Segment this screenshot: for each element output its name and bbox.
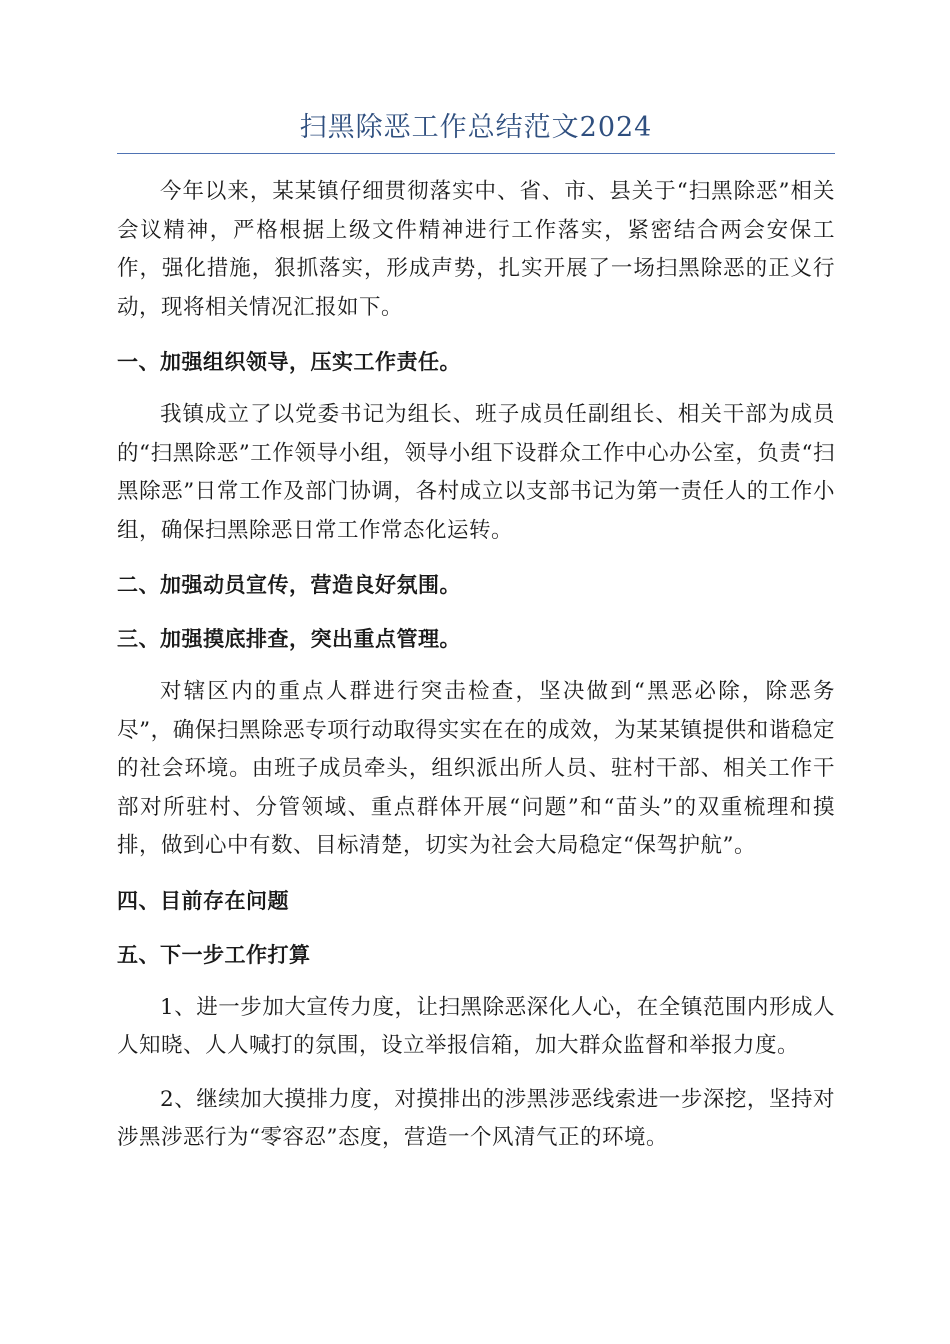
section-body-1: 我镇成立了以党委书记为组长、班子成员任副组长、相关干部为成员的“扫黑除恶”工作领导小组，领导小组下设群众工作中心办公室，负责“扫黑除恶”日常工作及部门协调，各村成立以支部书记为第一责任人的工作小组，确保扫黑除恶日常工作常态化运转。 (117, 402, 835, 543)
section-heading-5: 五、下一步工作打算 (117, 942, 311, 967)
section-heading-1: 一、加强组织领导，压实工作责任。 (117, 350, 461, 374)
section-heading-4: 四、目前存在问题 (117, 888, 289, 913)
title-underline (117, 153, 835, 154)
spacer (117, 604, 835, 620)
document-title: 扫黑除恶工作总结范文2024 (299, 112, 653, 143)
spacer (117, 381, 835, 396)
spacer (117, 658, 835, 673)
section-body-3: 对辖区内的重点人群进行突击检查，坚决做到“黑恶必除，除恶务尽”，确保扫黑除恶专项行动取得实实在在的成效，为某某镇提供和谐稳定的社会环境。由班子成员牵头，组织派出所人员、驻村干部、相关工作干部对所驻村、分管领域、重点群体开展“问题”和“苗头”的双重梳理和摸排，做到心中有数、目标清楚，切实为社会大局稳定“保驾护航”。 (117, 679, 835, 858)
intro-paragraph: 今年以来，某某镇仔细贯彻落实中、省、市、县关于“扫黑除恶”相关会议精神，严格根据上级文件精神进行工作落实，紧密结合两会安保工作，强化措施，狠抓落实，形成声势，扎实开展了一场扫黑除恶的正义行动，现将相关情况汇报如下。 (117, 179, 835, 320)
spacer (117, 866, 835, 882)
spacer (117, 974, 835, 989)
section-heading-3: 三、加强摸底排查，突出重点管理。 (117, 627, 461, 651)
document-page (117, 108, 835, 1158)
spacer (117, 327, 835, 343)
spacer (117, 1066, 835, 1081)
spacer (117, 550, 835, 566)
spacer (117, 920, 835, 936)
plan-item-1: 1、进一步加大宣传力度，让扫黑除恶深化人心，在全镇范围内形成人人知晓、人人喊打的氛围，设立举报信箱，加大群众监督和举报力度。 (117, 994, 835, 1058)
section-heading-2: 二、加强动员宣传，营造良好氛围。 (117, 573, 461, 597)
plan-item-2: 2、继续加大摸排力度，对摸排出的涉黑涉恶线索进一步深挖，坚持对涉黑涉恶行为“零容忍”态度，营造一个风清气正的环境。 (117, 1086, 835, 1150)
